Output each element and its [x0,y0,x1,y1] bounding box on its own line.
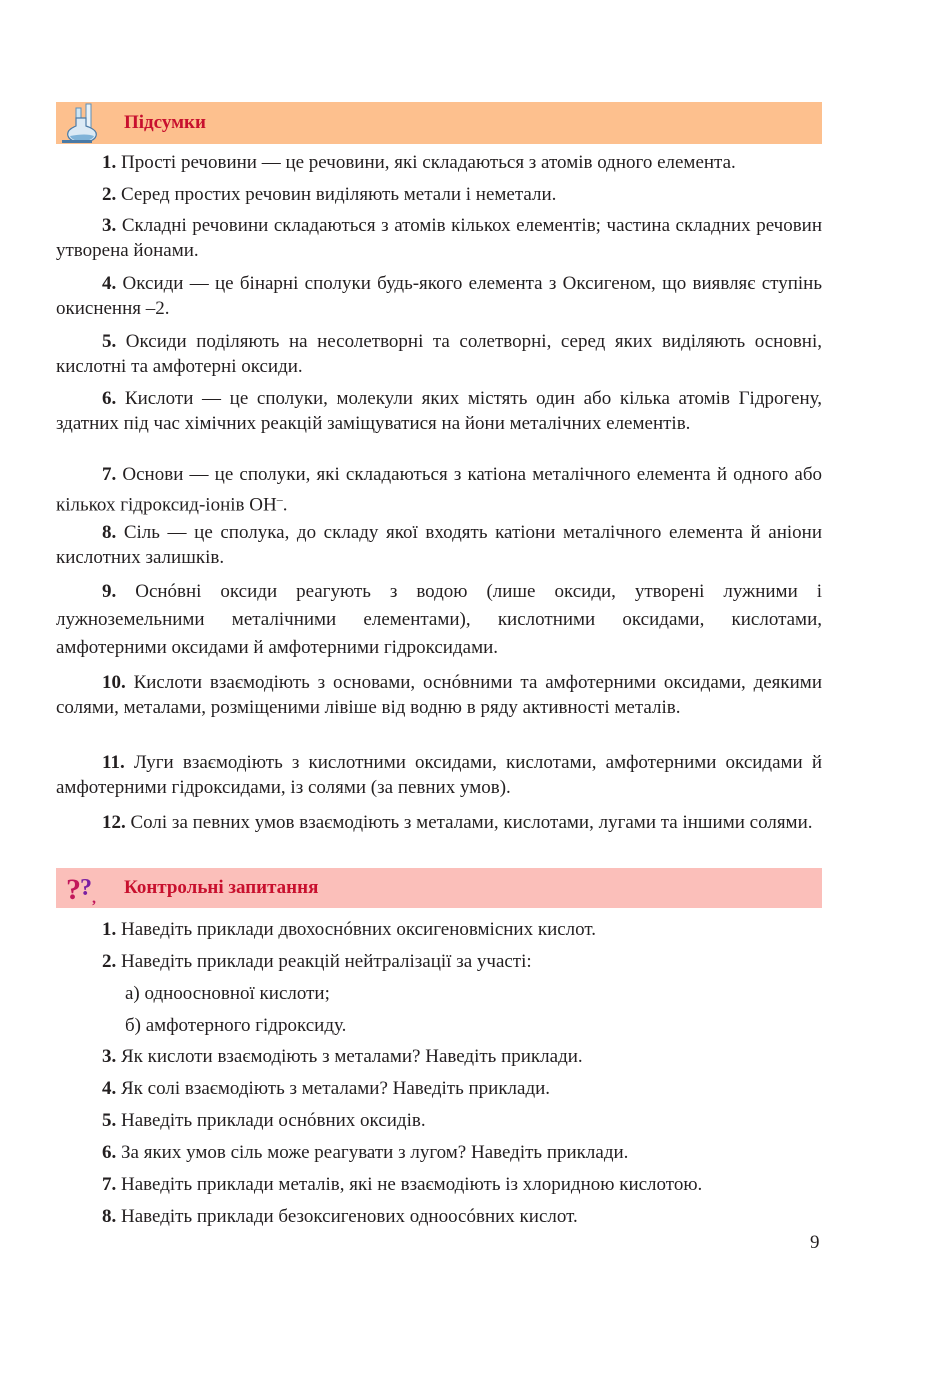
question-6: 6. За яких умов сіль може реагувати з лугом? Наведіть приклади. [102,1142,629,1163]
svg-text:,: , [92,890,96,907]
question-8: 8. Наведіть приклади безоксигенових одноосóвних кислот. [102,1206,578,1227]
questions-title: Контрольні запитання [124,877,319,898]
svg-text:?: ? [80,875,92,901]
question-2a: а) одноосновної кислоти; [125,983,330,1004]
svg-text:?: ? [66,873,81,906]
summary-item-2: 2. Серед простих речовин виділяють метали і неметали. [102,184,557,205]
flask-icon [56,102,108,144]
summary-item-9: 9. Оснóвні оксиди реагують з водою (лише оксиди, утворені лужними і лужноземельними металічними елементами), кислотними оксидами, кислотами, амфотерними оксидами й амфотерними гідроксидами. [56,581,822,658]
summary-header [56,102,822,144]
question-3: 3. Як кислоти взаємодіють з металами? Наведіть приклади. [102,1046,583,1067]
page-number: 9 [810,1232,820,1253]
summary-item-11: 11. Луги взаємодіють з кислотними оксидами, кислотами, амфотерними оксидами й амфотерними гідроксидами, із солями (за певних умов). [56,752,823,798]
question-marks-icon [56,867,108,909]
summary-item-7: 7. Основи — це сполуки, які складаються з катіона металічного елемента й одного або кількох гідроксид-іонів ОН–. [56,464,823,516]
question-5: 5. Наведіть приклади оснóвних оксидів. [102,1110,426,1131]
summary-item-6: 6. Кислоти — це сполуки, молекули яких містять один або кілька атомів Гідрогену, здатних під час хімічних реакцій заміщуватися на йони металічних елементів. [56,388,822,434]
question-2b: б) амфотерного гідроксиду. [125,1015,347,1036]
summary-item-12: 12. Солі за певних умов взаємодіють з металами, кислотами, лугами та іншими солями. [102,812,813,833]
questions-header [56,868,822,908]
question-1: 1. Наведіть приклади двохоснóвних оксигеновмісних кислот. [102,919,597,940]
question-4: 4. Як солі взаємодіють з металами? Наведіть приклади. [102,1078,551,1099]
summary-item-3: 3. Складні речовини складаються з атомів кількох елементів; частина складних речовин утворена йонами. [56,215,823,261]
summary-item-8: 8. Сіль — це сполука, до складу якої входять катіони металічного елемента й аніони кислотних залишків. [56,522,823,568]
summary-item-4: 4. Оксиди — це бінарні сполуки будь-якого елемента з Оксигеном, що виявляє ступінь окиснення –2. [56,273,822,319]
summary-item-5: 5. Оксиди поділяють на несолетворні та солетворні, серед яких виділяють основні, кислотні та амфотерні оксиди. [56,331,822,377]
summary-item-10: 10. Кислоти взаємодіють з основами, оснóвними та амфотерними оксидами, деякими солями, металами, розміщеними лівіше від водню в ряду активності металів. [56,672,823,718]
question-2: 2. Наведіть приклади реакцій нейтралізації за участі: [102,951,532,972]
summary-title: Підсумки [124,112,206,133]
question-7: 7. Наведіть приклади металів, які не взаємодіють із хлоридною кислотою. [102,1174,703,1195]
summary-item-1: 1. Прості речовини — це речовини, які складаються з атомів одного елемента. [102,152,736,173]
